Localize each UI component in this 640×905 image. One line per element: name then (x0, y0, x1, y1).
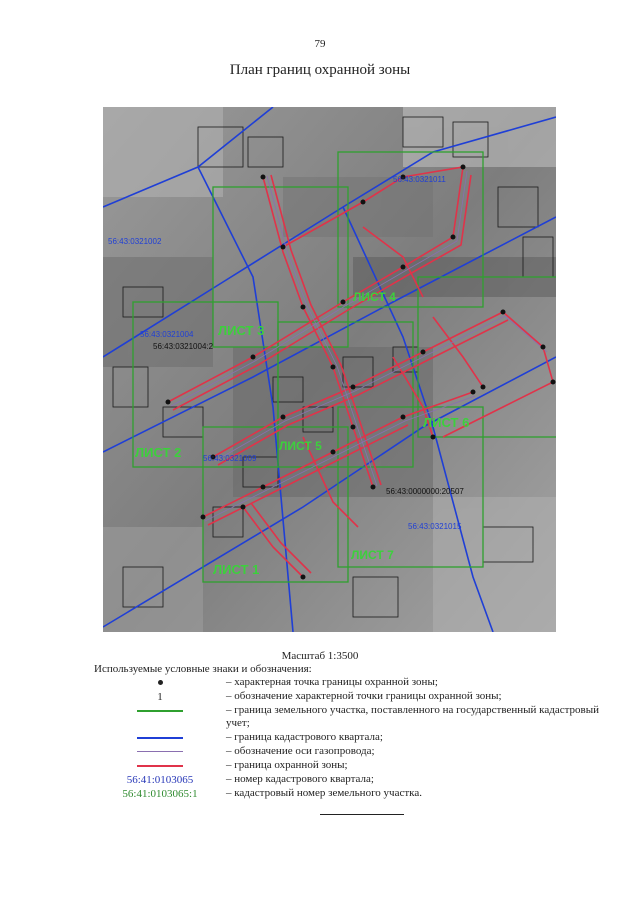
quarter-number-sample: 56:41:0103065 (126, 773, 194, 786)
red-line-icon (137, 765, 183, 767)
sheet-label-5: ЛИСТ 5 (279, 439, 322, 453)
quarter-label-0321002: 56:43:0321002 (108, 237, 162, 246)
quarter-label-0321011: 56:43:0321011 (393, 175, 446, 184)
legend-item-parcel-number: 56:41:0103065:1 – кадастровый номер земельного участка. (122, 787, 422, 800)
legend-title: Используемые условные знаки и обозначения: (94, 663, 312, 675)
thin-line-icon (137, 751, 183, 752)
protection-zone-map[interactable] (103, 107, 556, 632)
page-title: План границ охранной зоны (229, 62, 411, 78)
legend-item-point: – характерная точка границы охранной зоны; (94, 676, 604, 689)
parcel-label-0000000-20507: 56:43:0000000:20507 (386, 487, 464, 496)
sheet-label-3: ЛИСТ 3 (218, 323, 265, 338)
sheet-label-6: ЛИСТ 6 (423, 415, 470, 430)
quarter-label-0321009: 56:43:0321009 (203, 454, 257, 463)
point-number-symbol: 1 (157, 690, 163, 703)
legend-item-point-number: 1 – обозначение характерной точки границы охранной зоны; (157, 690, 502, 703)
blue-line-icon (137, 737, 183, 739)
end-divider (320, 814, 404, 815)
map-scale: Масштаб 1:3500 (281, 650, 359, 662)
quarter-label-0321015: 56:43:0321015 (408, 522, 462, 531)
sheet-label-7: ЛИСТ 7 (351, 548, 394, 562)
sheet-label-1: ЛИСТ 1 (213, 562, 260, 577)
sheet-label-2: ЛИСТ 2 (135, 445, 182, 460)
sheet-label-4: ЛИСТ 4 (353, 290, 396, 304)
green-line-icon (137, 710, 183, 712)
legend-item-gas-axis: – обозначение оси газопровода; (94, 745, 604, 758)
legend (94, 676, 604, 801)
point-symbol-icon (158, 680, 163, 685)
parcel-label-0321004-2: 56:43:0321004:2 (153, 342, 214, 351)
page-number: 79 (314, 38, 326, 50)
legend-item-quarter-number: 56:41:0103065 – номер кадастрового квартала; (126, 773, 374, 786)
quarter-label-0321004: 56:43:0321004 (140, 330, 194, 339)
legend-item-protection-zone: – граница охранной зоны; (94, 759, 604, 772)
legend-item-quarter-boundary: – граница кадастрового квартала; (94, 731, 604, 744)
legend-item-parcel-boundary: – граница земельного участка, поставленного на государственный кадастровый учет; (94, 704, 604, 730)
parcel-number-sample: 56:41:0103065:1 (122, 787, 198, 800)
